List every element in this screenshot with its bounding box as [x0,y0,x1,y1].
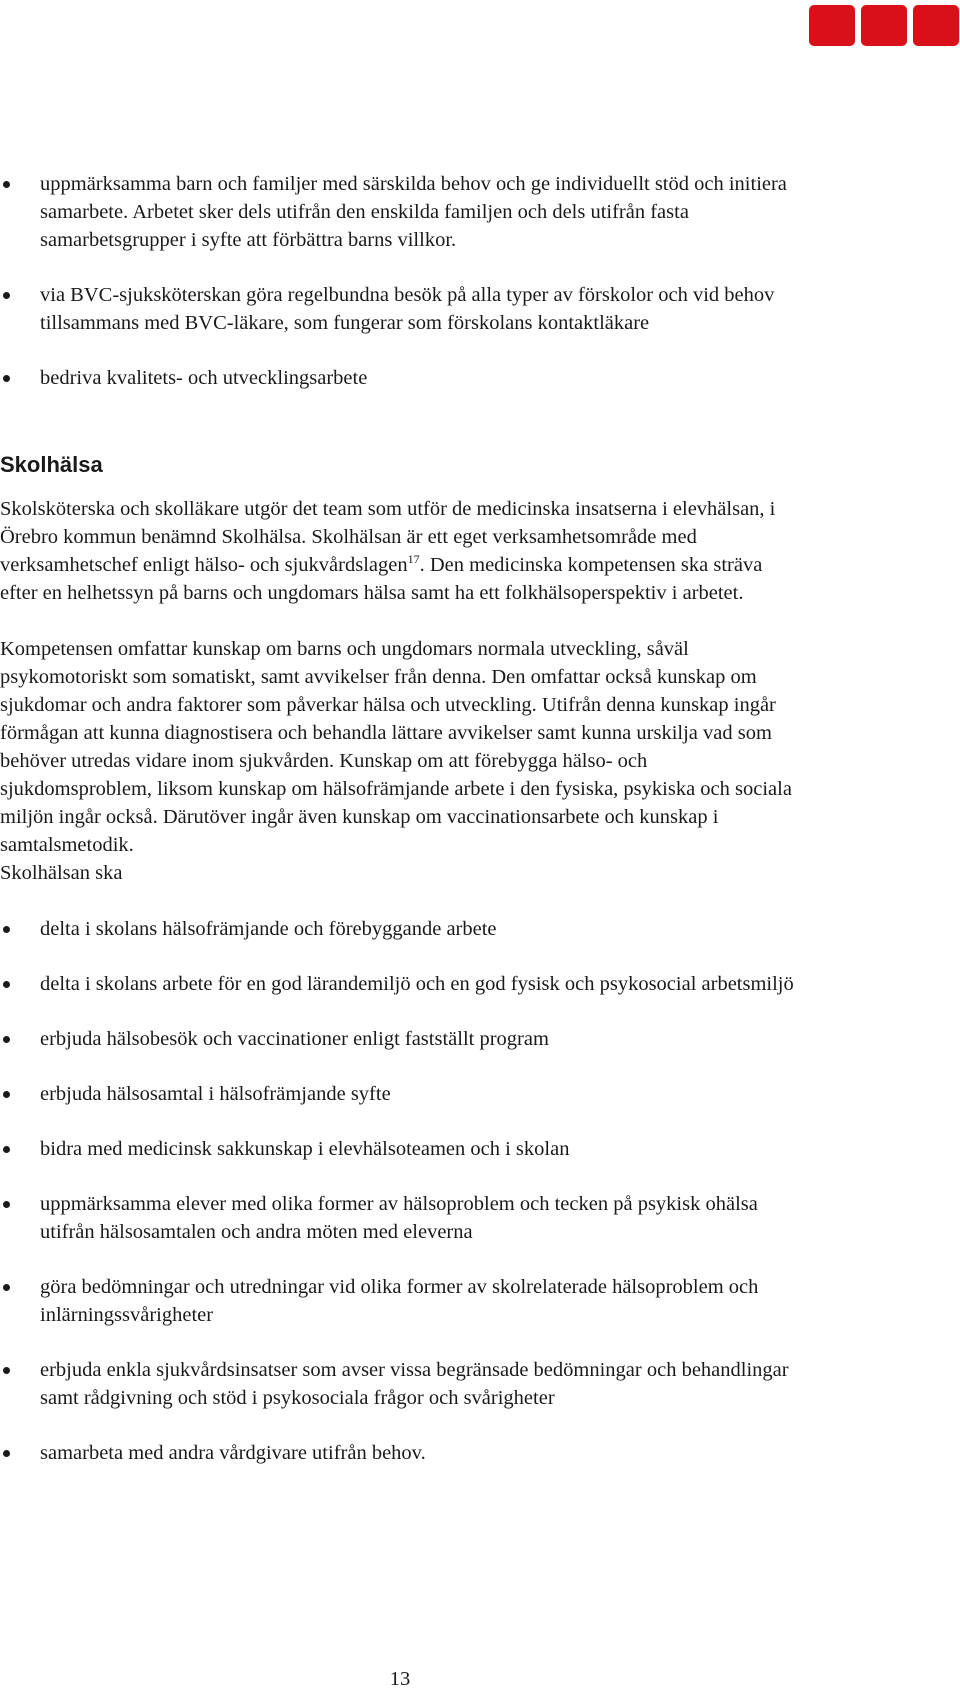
bullet-icon [3,181,10,188]
list-item [0,1135,810,1163]
list-item [0,915,810,943]
list-item-text: uppmärksamma barn och familjer med särskilda behov och ge individuellt stöd och initiera samarbete. Arbetet sker dels utifrån den enskilda familjen och dels utifrån fasta samarbetsgrupper i syfte att förbättra barns villkor. [40,173,787,251]
list-item [0,364,810,392]
list-item-text: göra bedömningar och utredningar vid olika former av skolrelaterade hälsoproblem och inlärningssvårigheter [40,1276,759,1326]
bullet-icon [3,1146,10,1153]
bullet-icon [3,1036,10,1043]
list-item [0,1273,810,1329]
list-item [0,170,810,254]
bullet-icon [3,292,10,299]
intro-bullet-list [0,170,950,392]
list-item-text: samarbeta med andra vårdgivare utifrån behov. [40,1442,426,1464]
list-item [0,1439,810,1467]
list-item [0,1025,810,1053]
paragraph-competence: Kompetensen omfattar kunskap om barns och ungdomars normala utveckling, såväl psykomotoriskt som somatiskt, samt avvikelser från denna. Den omfattar också kunskap om sjukdomar och andra faktorer som påverkar hälsa och utveckling. Utifrån denna kunskap ingår förmågan att kunna diagnostisera och behandla lättare avvikelser samt kunna urskilja vad som behöver utredas vidare inom sjukvården. Kunskap om att förebygga hälso- och sjukdomsproblem, liksom kunskap om hälsofrämjande arbete i den fysiska, psykiska och sociala miljön ingår också. Därutöver ingår även kunskap om vaccinationsarbete och kunskap i samtalsmetodik. [0,638,792,856]
bullet-icon [3,1284,10,1291]
duty-bullet-list [0,915,950,1467]
section-heading: Skolhälsa [0,452,103,477]
paragraph-intro-tail: . Den medicinska kompetensen ska sträva efter en helhetssyn på barns och ungdomars hälsa samt ha ett folkhälsoperspektiv i arbetet. [0,554,763,604]
list-item-text: bedriva kvalitets- och utvecklingsarbete [40,367,368,389]
bullet-icon [3,926,10,933]
logo [809,5,959,46]
list-item-text: erbjuda hälsosamtal i hälsofrämjande syfte [40,1083,391,1105]
bullet-icon [3,1450,10,1457]
list-item [0,1190,810,1246]
bullet-icon [3,981,10,988]
list-item [0,970,810,998]
page-content [0,170,950,1494]
list-item-text: uppmärksamma elever med olika former av hälsoproblem och tecken på psykisk ohälsa utifrån hälsosamtalen och andra möten med eleverna [40,1193,758,1243]
list-item-text: erbjuda enkla sjukvårdsinsatser som avser vissa begränsade bedömningar och behandlingar samt rådgivning och stöd i psykosociala frågor och svårigheter [40,1359,789,1409]
list-item-text: delta i skolans hälsofrämjande och förebyggande arbete [40,918,497,940]
logo-square-1 [809,5,855,46]
paragraph-intro-text: Skolsköterska och skolläkare utgör det team som utför de medicinska insatserna i elevhälsan, i Örebro kommun benämnd Skolhälsa. Skolhälsan är ett eget verksamhetsområde med verksamhetschef enligt hälso- och sjukvårdslagen [0,498,776,576]
logo-square-3 [913,5,959,46]
list-item [0,1356,810,1412]
paragraph-intro [0,495,800,607]
list-item [0,1080,810,1108]
page-number: 13 [389,1668,411,1690]
list-item-text: erbjuda hälsobesök och vaccinationer enligt fastställt program [40,1028,549,1050]
list-item-text: bidra med medicinsk sakkunskap i elevhälsoteamen och i skolan [40,1138,570,1160]
bullet-icon [3,1201,10,1208]
list-item-text: delta i skolans arbete för en god lärandemiljö och en god fysisk och psykosocial arbetsmiljö [40,973,794,995]
bullet-icon [3,1367,10,1374]
list-label: Skolhälsan ska [0,862,123,884]
logo-square-2 [861,5,907,46]
footnote-marker: 17 [407,552,420,567]
list-item [0,281,810,337]
list-item-text: via BVC-sjuksköterskan göra regelbundna besök på alla typer av förskolor och vid behov tillsammans med BVC-läkare, som fungerar som förskolans kontaktläkare [40,284,775,334]
bullet-icon [3,1091,10,1098]
bullet-icon [3,375,10,382]
